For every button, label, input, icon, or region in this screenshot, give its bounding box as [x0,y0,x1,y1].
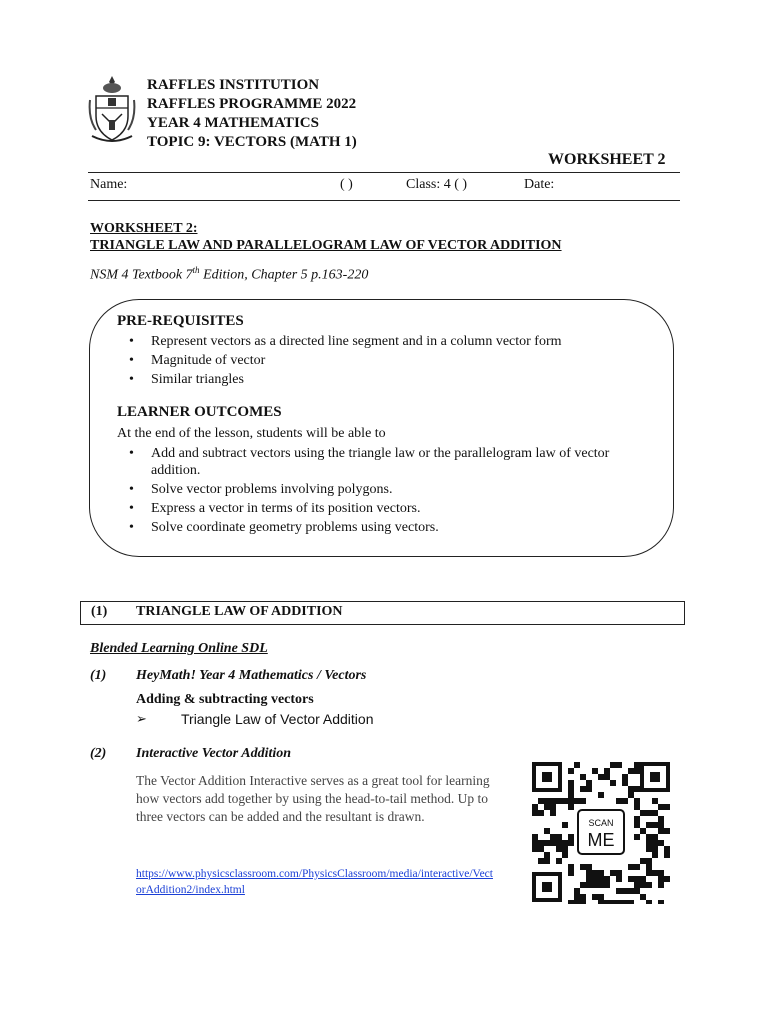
list-item: • Represent vectors as a directed line segment and in a column vector form [117,333,657,350]
interactive-description: The Vector Addition Interactive serves as a great tool for learning how vectors add together by using the head-to-tail method. Up to three vectors can be added and the resultant is drawn. [136,773,490,824]
class-field: Class: 4 ( ) [406,177,468,192]
list-item: • Magnitude of vector [117,352,657,369]
section-header-triangle-law [80,601,685,625]
prerequisites-list [117,333,657,390]
school-crest-icon [88,74,136,146]
arrow-bullet-icon: ➢ [136,711,147,726]
list-item: • Express a vector in terms of its position vectors. [117,500,657,517]
programme-name: RAFFLES PROGRAMME 2022 [147,96,357,112]
register-number-field: ( ) [340,177,353,192]
qr-code[interactable] [530,760,672,904]
worksheet-heading: WORKSHEET 2: [90,221,198,236]
name-field: Name: [90,177,128,192]
section-number: (1) [91,604,108,619]
bottom-rule [88,200,680,201]
textbook-reference: NSM 4 Textbook 7th Edition, Chapter 5 p.163-220 [90,265,369,283]
school-name: RAFFLES INSTITUTION [147,77,320,93]
list-item: • Solve vector problems involving polygons. [117,481,657,498]
top-rule [88,172,680,173]
prerequisites-heading: PRE-REQUISITES [117,313,244,329]
item-number: (1) [90,668,107,683]
list-item: • Add and subtract vectors using the triangle law or the parallelogram law of vector addition. [117,445,657,479]
worksheet-label: WORKSHEET 2 [548,151,666,168]
outcomes-heading: LEARNER OUTCOMES [117,404,282,420]
topic-name: TOPIC 9: VECTORS (MATH 1) [147,134,357,150]
heymath-title: HeyMath! Year 4 Mathematics / Vectors [136,668,367,683]
qr-scan-label: SCAN [588,818,614,828]
qr-me-label: ME [587,830,615,850]
section-title: TRIANGLE LAW OF ADDITION [136,604,343,619]
list-item: • Solve coordinate geometry problems using vectors. [117,519,657,536]
heymath-bullet: Triangle Law of Vector Addition [181,711,374,727]
subject-name: YEAR 4 MATHEMATICS [147,115,319,131]
outcomes-intro: At the end of the lesson, students will be able to [117,426,386,441]
heymath-subtitle: Adding & subtracting vectors [136,692,314,707]
date-field: Date: [524,177,555,192]
interactive-title: Interactive Vector Addition [136,746,292,761]
outcomes-list [117,445,657,538]
physics-classroom-link[interactable]: https://www.physicsclassroom.com/PhysicsClassroom/media/interactive/VectorAddition2/index.html [136,868,493,896]
item-number: (2) [90,746,107,761]
blended-learning-heading: Blended Learning Online SDL [90,641,268,656]
worksheet-subheading: TRIANGLE LAW AND PARALLELOGRAM LAW OF VECTOR ADDITION [90,238,562,253]
list-item: • Similar triangles [117,371,657,388]
